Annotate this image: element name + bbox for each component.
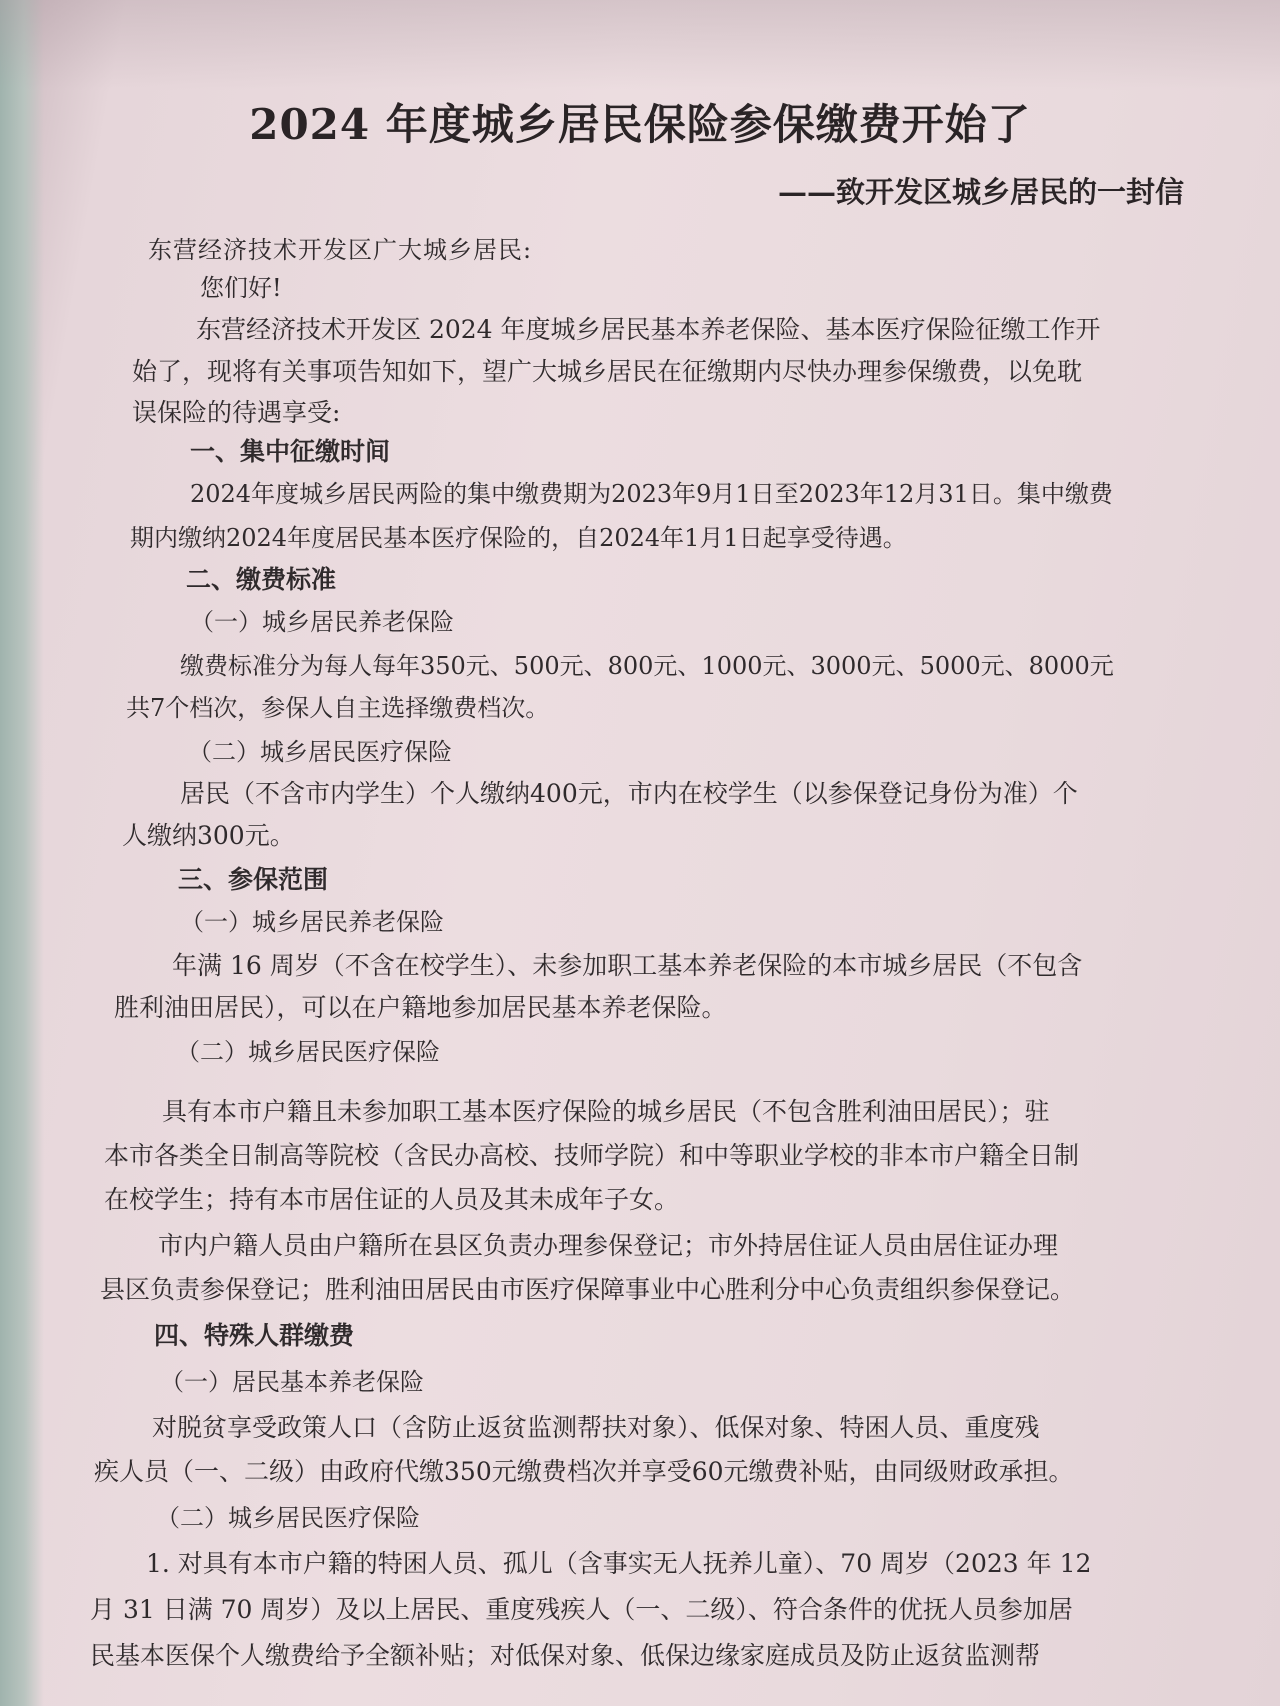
section4-heading: 四、特殊人群缴费: [154, 1321, 355, 1350]
section3-heading: 三、参保范围: [178, 865, 329, 894]
section2-heading: 二、缴费标准: [186, 565, 337, 594]
intro-line-2: 始了，现将有关事项告知如下，望广大城乡居民在征缴期内尽快办理参保缴费，以免耽: [132, 357, 1083, 386]
section2-sub1-heading: （一）城乡居民养老保险: [190, 608, 454, 636]
section2-sub1-line-1: 缴费标准分为每人每年350元、500元、800元、1000元、3000元、5000元、8000元: [180, 652, 1114, 680]
intro-line-1: 东营经济技术开发区 2024 年度城乡居民基本养老保险、基本医疗保险征缴工作开: [196, 315, 1101, 344]
section3-sub1-line-1: 年满 16 周岁（不含在校学生）、未参加职工基本养老保险的本市城乡居民（不包含: [172, 951, 1083, 980]
page-edge-shadow: [0, 0, 44, 1706]
section3-sub2-heading: （二）城乡居民医疗保险: [176, 1038, 440, 1066]
salutation: 您们好!: [200, 274, 282, 302]
section1-heading: 一、集中征缴时间: [190, 437, 391, 466]
section2-sub1-line-2: 共7个档次，参保人自主选择缴费档次。: [126, 694, 550, 722]
section3-sub1-line-2: 胜利油田居民），可以在户籍地参加居民基本养老保险。: [114, 993, 727, 1022]
section3-sub1-heading: （一）城乡居民养老保险: [180, 908, 444, 936]
section2-sub2-line-2: 人缴纳300元。: [122, 821, 295, 850]
section4-sub1-line-1: 对脱贫享受政策人口（含防止返贫监测帮扶对象）、低保对象、特困人员、重度残: [152, 1413, 1040, 1442]
section3-sub2-line-5: 县区负责参保登记；胜利油田居民由市医疗保障事业中心胜利分中心负责组织参保登记。: [100, 1275, 1076, 1304]
section4-sub2-line-1: 1. 对具有本市户籍的特困人员、孤儿（含事实无人抚养儿童）、70 周岁（2023 年 12: [146, 1549, 1092, 1578]
section4-sub2-line-2: 月 31 日满 70 周岁）及以上居民、重度残疾人（一、二级）、符合条件的优抚人员参加居: [90, 1595, 1073, 1624]
section4-sub2-line-3: 民基本医保个人缴费给予全额补贴；对低保对象、低保边缘家庭成员及防止返贫监测帮: [90, 1641, 1041, 1670]
top-shadow: [0, 0, 1280, 90]
section4-sub1-heading: （一）居民基本养老保险: [160, 1368, 424, 1396]
letter-subtitle: ——致开发区城乡居民的一封信: [777, 175, 1184, 209]
intro-line-3: 误保险的待遇享受:: [132, 398, 341, 427]
section2-sub2-line-1: 居民（不含市内学生）个人缴纳400元，市内在校学生（以参保登记身份为准）个: [180, 779, 1078, 808]
section3-sub2-line-4: 市内户籍人员由户籍所在县区负责办理参保登记；市外持居住证人员由居住证办理: [158, 1231, 1059, 1260]
section3-sub2-line-3: 在校学生；持有本市居住证的人员及其未成年子女。: [104, 1185, 680, 1214]
section3-sub2-line-1: 具有本市户籍且未参加职工基本医疗保险的城乡居民（不包含胜利油田居民）；驻: [162, 1097, 1050, 1126]
greeting: 东营经济技术开发区广大城乡居民:: [148, 236, 533, 264]
section4-sub2-heading: （二）城乡居民医疗保险: [156, 1504, 420, 1532]
section3-sub2-line-2: 本市各类全日制高等院校（含民办高校、技师学院）和中等职业学校的非本市户籍全日制: [104, 1141, 1080, 1170]
section1-line-1: 2024年度城乡居民两险的集中缴费期为2023年9月1日至2023年12月31日。集中缴费: [190, 480, 1113, 508]
section2-sub2-heading: （二）城乡居民医疗保险: [188, 738, 452, 766]
letter-title: 2024 年度城乡居民保险参保缴费开始了: [249, 100, 1031, 149]
section4-sub1-line-2: 疾人员（一、二级）由政府代缴350元缴费档次并享受60元缴费补贴，由同级财政承担。: [94, 1457, 1074, 1486]
section1-line-2: 期内缴纳2024年度居民基本医疗保险的，自2024年1月1日起享受待遇。: [130, 524, 907, 552]
